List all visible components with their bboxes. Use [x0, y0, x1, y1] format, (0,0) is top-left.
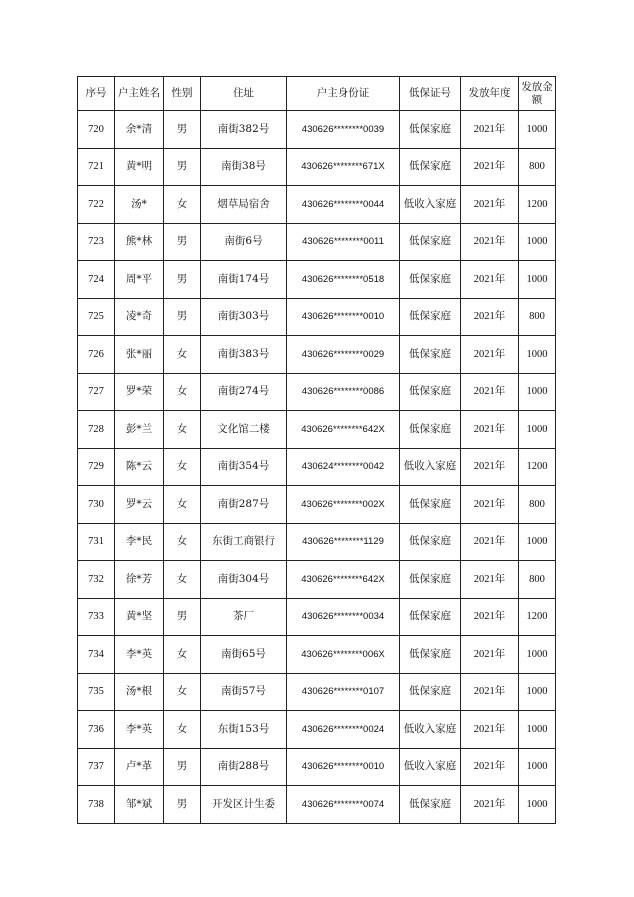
cell-address: 南街38号: [201, 148, 287, 186]
cell-amount: 800: [519, 486, 556, 524]
cell-name: 黄*明: [115, 148, 164, 186]
relief-recipient-table: [77, 76, 556, 824]
cell-id-card: 430626********0010: [287, 748, 400, 786]
cell-id-card: 430626********0039: [287, 111, 400, 149]
cell-serial: 732: [78, 561, 115, 599]
table-row: [78, 373, 556, 411]
cell-id-card: 430626********0029: [287, 336, 400, 374]
cell-id-card: 430626********0010: [287, 298, 400, 336]
cell-year: 2021年: [461, 373, 519, 411]
cell-serial: 727: [78, 373, 115, 411]
cell-gender: 女: [164, 373, 201, 411]
cell-name: 黄*坚: [115, 598, 164, 636]
table-row: [78, 523, 556, 561]
cell-cert-type: 低保家庭: [400, 336, 461, 374]
cell-serial: 731: [78, 523, 115, 561]
cell-amount: 1000: [519, 636, 556, 674]
table-row: [78, 411, 556, 449]
cell-address: 南街174号: [201, 261, 287, 299]
cell-cert-type: 低收入家庭: [400, 448, 461, 486]
cell-name: 陈*云: [115, 448, 164, 486]
cell-id-card: 430626********0024: [287, 711, 400, 749]
cell-name: 汤*: [115, 186, 164, 224]
cell-year: 2021年: [461, 598, 519, 636]
cell-address: 南街57号: [201, 673, 287, 711]
cell-id-card: 430626********0107: [287, 673, 400, 711]
table-row: [78, 111, 556, 149]
header-allowance-cert: 低保证号: [400, 77, 461, 111]
cell-address: 南街304号: [201, 561, 287, 599]
table-row: [78, 636, 556, 674]
cell-id-card: 430626********0044: [287, 186, 400, 224]
relief-table-sheet: [77, 76, 556, 824]
cell-year: 2021年: [461, 748, 519, 786]
cell-year: 2021年: [461, 223, 519, 261]
cell-amount: 1000: [519, 336, 556, 374]
cell-gender: 女: [164, 186, 201, 224]
cell-amount: 1200: [519, 448, 556, 486]
cell-id-card: 430626********0011: [287, 223, 400, 261]
cell-cert-type: 低保家庭: [400, 111, 461, 149]
cell-amount: 1000: [519, 223, 556, 261]
cell-amount: 800: [519, 298, 556, 336]
cell-amount: 1000: [519, 786, 556, 824]
cell-name: 汤*根: [115, 673, 164, 711]
cell-gender: 女: [164, 711, 201, 749]
cell-year: 2021年: [461, 411, 519, 449]
cell-id-card: 430626********0086: [287, 373, 400, 411]
cell-year: 2021年: [461, 636, 519, 674]
cell-address: 南街274号: [201, 373, 287, 411]
cell-address: 南街354号: [201, 448, 287, 486]
cell-name: 罗*云: [115, 486, 164, 524]
cell-gender: 男: [164, 786, 201, 824]
cell-name: 余*清: [115, 111, 164, 149]
cell-name: 李*英: [115, 711, 164, 749]
cell-cert-type: 低保家庭: [400, 486, 461, 524]
header-row: [78, 77, 556, 111]
cell-id-card: 430626********006X: [287, 636, 400, 674]
table-row: [78, 561, 556, 599]
cell-cert-type: 低保家庭: [400, 373, 461, 411]
table-body: [78, 111, 556, 824]
cell-address: 南街6号: [201, 223, 287, 261]
cell-cert-type: 低收入家庭: [400, 186, 461, 224]
table-row: [78, 786, 556, 824]
cell-id-card: 430626********0518: [287, 261, 400, 299]
table-row: [78, 711, 556, 749]
cell-cert-type: 低收入家庭: [400, 711, 461, 749]
cell-year: 2021年: [461, 261, 519, 299]
cell-id-card: 430626********1129: [287, 523, 400, 561]
cell-address: 烟草局宿舍: [201, 186, 287, 224]
cell-gender: 女: [164, 336, 201, 374]
table-row: [78, 448, 556, 486]
cell-address: 东街153号: [201, 711, 287, 749]
cell-amount: 1000: [519, 111, 556, 149]
cell-address: 南街303号: [201, 298, 287, 336]
cell-year: 2021年: [461, 448, 519, 486]
cell-name: 罗*荣: [115, 373, 164, 411]
cell-serial: 720: [78, 111, 115, 149]
cell-year: 2021年: [461, 186, 519, 224]
header-gender: 性别: [164, 77, 201, 111]
cell-address: 东街工商银行: [201, 523, 287, 561]
cell-address: 文化馆二楼: [201, 411, 287, 449]
cell-address: 茶厂: [201, 598, 287, 636]
cell-amount: 1200: [519, 598, 556, 636]
cell-year: 2021年: [461, 673, 519, 711]
table-header: [78, 77, 556, 111]
table-row: [78, 598, 556, 636]
cell-name: 邹*斌: [115, 786, 164, 824]
cell-serial: 721: [78, 148, 115, 186]
cell-amount: 1000: [519, 673, 556, 711]
cell-cert-type: 低保家庭: [400, 298, 461, 336]
cell-name: 周*平: [115, 261, 164, 299]
cell-amount: 1000: [519, 748, 556, 786]
cell-address: 开发区计生委: [201, 786, 287, 824]
cell-serial: 736: [78, 711, 115, 749]
cell-id-card: 430626********0034: [287, 598, 400, 636]
cell-amount: 800: [519, 148, 556, 186]
cell-gender: 男: [164, 261, 201, 299]
cell-gender: 男: [164, 748, 201, 786]
cell-name: 卢*革: [115, 748, 164, 786]
cell-address: 南街288号: [201, 748, 287, 786]
cell-name: 徐*芳: [115, 561, 164, 599]
table-row: [78, 673, 556, 711]
cell-serial: 725: [78, 298, 115, 336]
cell-id-card: 430626********002X: [287, 486, 400, 524]
cell-serial: 735: [78, 673, 115, 711]
cell-cert-type: 低保家庭: [400, 786, 461, 824]
cell-amount: 1000: [519, 711, 556, 749]
cell-name: 凌*奇: [115, 298, 164, 336]
cell-year: 2021年: [461, 148, 519, 186]
cell-gender: 女: [164, 523, 201, 561]
cell-gender: 女: [164, 561, 201, 599]
cell-serial: 724: [78, 261, 115, 299]
cell-cert-type: 低保家庭: [400, 148, 461, 186]
cell-serial: 723: [78, 223, 115, 261]
cell-amount: 1000: [519, 261, 556, 299]
table-row: [78, 223, 556, 261]
cell-gender: 男: [164, 298, 201, 336]
header-householder-name: 户主姓名: [115, 77, 164, 111]
cell-gender: 男: [164, 223, 201, 261]
cell-year: 2021年: [461, 523, 519, 561]
table-row: [78, 748, 556, 786]
cell-cert-type: 低保家庭: [400, 636, 461, 674]
cell-id-card: 430626********671X: [287, 148, 400, 186]
cell-id-card: 430626********642X: [287, 411, 400, 449]
header-id-card: 户主身份证: [287, 77, 400, 111]
cell-amount: 1200: [519, 186, 556, 224]
cell-name: 张*丽: [115, 336, 164, 374]
header-address: 住址: [201, 77, 287, 111]
cell-address: 南街65号: [201, 636, 287, 674]
cell-name: 李*英: [115, 636, 164, 674]
cell-cert-type: 低保家庭: [400, 523, 461, 561]
cell-year: 2021年: [461, 711, 519, 749]
cell-id-card: 430624********0042: [287, 448, 400, 486]
cell-id-card: 430626********0074: [287, 786, 400, 824]
cell-cert-type: 低保家庭: [400, 411, 461, 449]
cell-gender: 女: [164, 448, 201, 486]
cell-year: 2021年: [461, 336, 519, 374]
cell-amount: 800: [519, 561, 556, 599]
cell-gender: 女: [164, 673, 201, 711]
cell-address: 南街287号: [201, 486, 287, 524]
cell-gender: 女: [164, 636, 201, 674]
cell-cert-type: 低保家庭: [400, 223, 461, 261]
cell-gender: 女: [164, 486, 201, 524]
cell-cert-type: 低保家庭: [400, 561, 461, 599]
cell-amount: 1000: [519, 523, 556, 561]
table-row: [78, 298, 556, 336]
cell-serial: 729: [78, 448, 115, 486]
cell-gender: 女: [164, 411, 201, 449]
header-amount: 发放金额: [519, 77, 556, 111]
cell-name: 彭*兰: [115, 411, 164, 449]
cell-serial: 733: [78, 598, 115, 636]
cell-gender: 男: [164, 111, 201, 149]
cell-year: 2021年: [461, 298, 519, 336]
cell-amount: 1000: [519, 411, 556, 449]
cell-year: 2021年: [461, 786, 519, 824]
cell-serial: 726: [78, 336, 115, 374]
cell-address: 南街382号: [201, 111, 287, 149]
cell-name: 李*民: [115, 523, 164, 561]
header-serial: 序号: [78, 77, 115, 111]
cell-year: 2021年: [461, 486, 519, 524]
cell-serial: 734: [78, 636, 115, 674]
header-year: 发放年度: [461, 77, 519, 111]
table-row: [78, 148, 556, 186]
cell-gender: 男: [164, 598, 201, 636]
cell-year: 2021年: [461, 561, 519, 599]
table-row: [78, 336, 556, 374]
cell-serial: 737: [78, 748, 115, 786]
table-row: [78, 261, 556, 299]
cell-cert-type: 低保家庭: [400, 673, 461, 711]
table-row: [78, 486, 556, 524]
table-row: [78, 186, 556, 224]
cell-name: 熊*林: [115, 223, 164, 261]
cell-id-card: 430626********642X: [287, 561, 400, 599]
cell-cert-type: 低保家庭: [400, 598, 461, 636]
cell-serial: 728: [78, 411, 115, 449]
cell-serial: 738: [78, 786, 115, 824]
cell-cert-type: 低保家庭: [400, 261, 461, 299]
cell-gender: 男: [164, 148, 201, 186]
cell-cert-type: 低收入家庭: [400, 748, 461, 786]
cell-serial: 730: [78, 486, 115, 524]
cell-address: 南街383号: [201, 336, 287, 374]
cell-amount: 1000: [519, 373, 556, 411]
cell-serial: 722: [78, 186, 115, 224]
cell-year: 2021年: [461, 111, 519, 149]
